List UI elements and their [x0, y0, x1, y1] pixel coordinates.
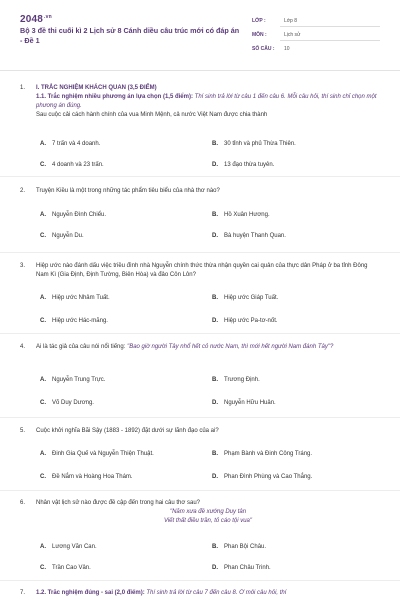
question-number: 5. [20, 428, 26, 434]
question-divider [0, 417, 400, 418]
meta-class-value: Lớp 8 [284, 18, 298, 24]
question-7 [20, 589, 380, 599]
option-a[interactable]: A. Nguyễn Đình Chiểu. [40, 212, 107, 218]
question-2 [20, 187, 380, 257]
question-number: 3. [20, 263, 26, 269]
question-number: 6. [20, 500, 26, 506]
option-c[interactable]: C. Nguyễn Du. [40, 233, 84, 239]
question-body [36, 84, 380, 120]
verse-line-1: "Năm xưa đề xướng Duy tân [169, 509, 247, 515]
question-5 [20, 427, 380, 493]
option-a[interactable]: A. Hiệp ước Nhâm Tuất. [40, 295, 110, 301]
option-b[interactable]: B. Hiệp ước Giáp Tuất. [212, 295, 279, 301]
option-c[interactable]: C. Võ Duy Dương. [40, 400, 94, 406]
meta-subject-label: MÔN : [252, 32, 267, 38]
option-d[interactable]: D. Nguyễn Hữu Huân. [212, 400, 276, 406]
question-divider [0, 490, 400, 491]
document-title: Bộ 3 đề thi cuối kì 2 Lịch sử 8 Cánh diều câu trúc mới có đáp án - Đề 1 [20, 26, 240, 45]
option-c[interactable]: C. Trần Cao Vân. [40, 565, 91, 571]
option-d[interactable]: D. 13 đạo thừa tuyên. [212, 162, 275, 168]
question-1 [20, 84, 380, 184]
question-number: 4. [20, 344, 26, 350]
meta-count-label: SỐ CÂU : [252, 46, 275, 52]
option-b[interactable]: B. Phan Bội Châu. [212, 544, 267, 550]
option-c[interactable]: C. 4 doanh và 23 trấn. [40, 162, 104, 168]
option-d[interactable]: D. Phan Châu Trinh. [212, 565, 271, 571]
question-body [36, 499, 380, 526]
option-a[interactable]: A. 7 trấn và 4 doanh. [40, 141, 101, 147]
question-quote: "Bao giờ người Tây nhổ hết cỏ nước Nam, thì mới hết người Nam đánh Tây"? [127, 344, 334, 350]
option-d[interactable]: D. Hiệp ước Pa-tơ-nốt. [212, 318, 278, 324]
header-divider [0, 70, 400, 71]
section-heading: I. TRẮC NGHIỆM KHÁCH QUAN (3,5 ĐIỂM) [36, 85, 157, 91]
option-d[interactable]: D. Phan Đình Phùng và Cao Thắng. [212, 474, 313, 480]
question-text: Nhân vật lịch sử nào được đề cập đến trong hai câu thơ sau? [36, 500, 201, 506]
question-text: Ai là tác giả của câu nói nổi tiếng: [36, 344, 128, 350]
option-a[interactable]: A. Lương Văn Can. [40, 544, 97, 550]
question-number: 1. [20, 85, 26, 91]
meta-subject-value: Lịch sử [284, 32, 301, 38]
question-body [36, 343, 380, 352]
subsection-heading [36, 589, 380, 598]
header [0, 0, 400, 62]
option-c[interactable]: C. Đề Nắm và Hoàng Hoa Thám. [40, 474, 133, 480]
question-6 [20, 499, 380, 579]
question-divider [0, 580, 400, 581]
question-text: Truyện Kiều là một trong những tác phẩm tiêu biểu của nhà thơ nào? [36, 188, 220, 194]
option-b[interactable]: B. Hồ Xuân Hương. [212, 212, 270, 218]
subsection-heading [36, 93, 380, 111]
option-c[interactable]: C. Hiệp ước Hác-măng. [40, 318, 108, 324]
verse-line-2: Viết thất điều trần, tỏ cáo tội vua" [163, 518, 253, 524]
question-divider [0, 333, 400, 334]
subsection-title: 1.2. Trắc nghiệm đúng - sai (2,0 điểm): [36, 590, 145, 596]
subsection-instruction: Thí sinh trả lời từ câu 7 đến câu 8. Ở mỗi câu hỏi, thí [144, 590, 287, 596]
subsection-instruction: Thí sinh trả lời từ câu 1 đến câu 6. Mỗi câu hỏi, thí sinh chỉ chọn một phương án đúng. [36, 94, 377, 109]
subsection-title: 1.1. Trắc nghiệm nhiều phương án lựa chọn (1,5 điểm): [36, 94, 193, 100]
meta-count-value: 10 [284, 46, 290, 52]
logo-suffix: .vn [44, 14, 52, 20]
question-divider [0, 252, 400, 253]
question-number: 7. [20, 590, 26, 596]
option-a[interactable]: A. Đinh Gia Quế và Nguyễn Thiện Thuật. [40, 451, 154, 457]
site-logo[interactable] [20, 14, 52, 25]
question-text: Sau cuộc cải cách hành chính của vua Minh Mệnh, cả nước Việt Nam được chia thành [36, 112, 268, 118]
option-b[interactable]: B. Trương Định. [212, 377, 260, 383]
logo-name: 2048 [20, 14, 44, 25]
question-3 [20, 262, 380, 340]
question-text: Hiệp ước nào đánh dấu việc triều đình nhà Nguyễn chính thức thừa nhận quyền cai quản của thực dân Pháp ở ba tỉnh Đông Nam Kì (Gia Định, Định Tường, Biên Hòa) và đảo Côn Lôn? [36, 263, 368, 278]
option-d[interactable]: D. Bà huyện Thanh Quan. [212, 233, 286, 239]
question-divider [0, 176, 400, 177]
question-number: 2. [20, 188, 26, 194]
option-b[interactable]: B. Phạm Bành và Đinh Công Tráng. [212, 451, 313, 457]
question-4 [20, 343, 380, 419]
option-a[interactable]: A. Nguyễn Trung Trực. [40, 377, 106, 383]
option-b[interactable]: B. 30 tỉnh và phủ Thừa Thiên. [212, 141, 296, 147]
meta-class-label: LỚP : [252, 18, 266, 24]
question-text: Cuộc khởi nghĩa Bãi Sậy (1883 - 1892) đặt dưới sự lãnh đạo của ai? [36, 428, 219, 434]
